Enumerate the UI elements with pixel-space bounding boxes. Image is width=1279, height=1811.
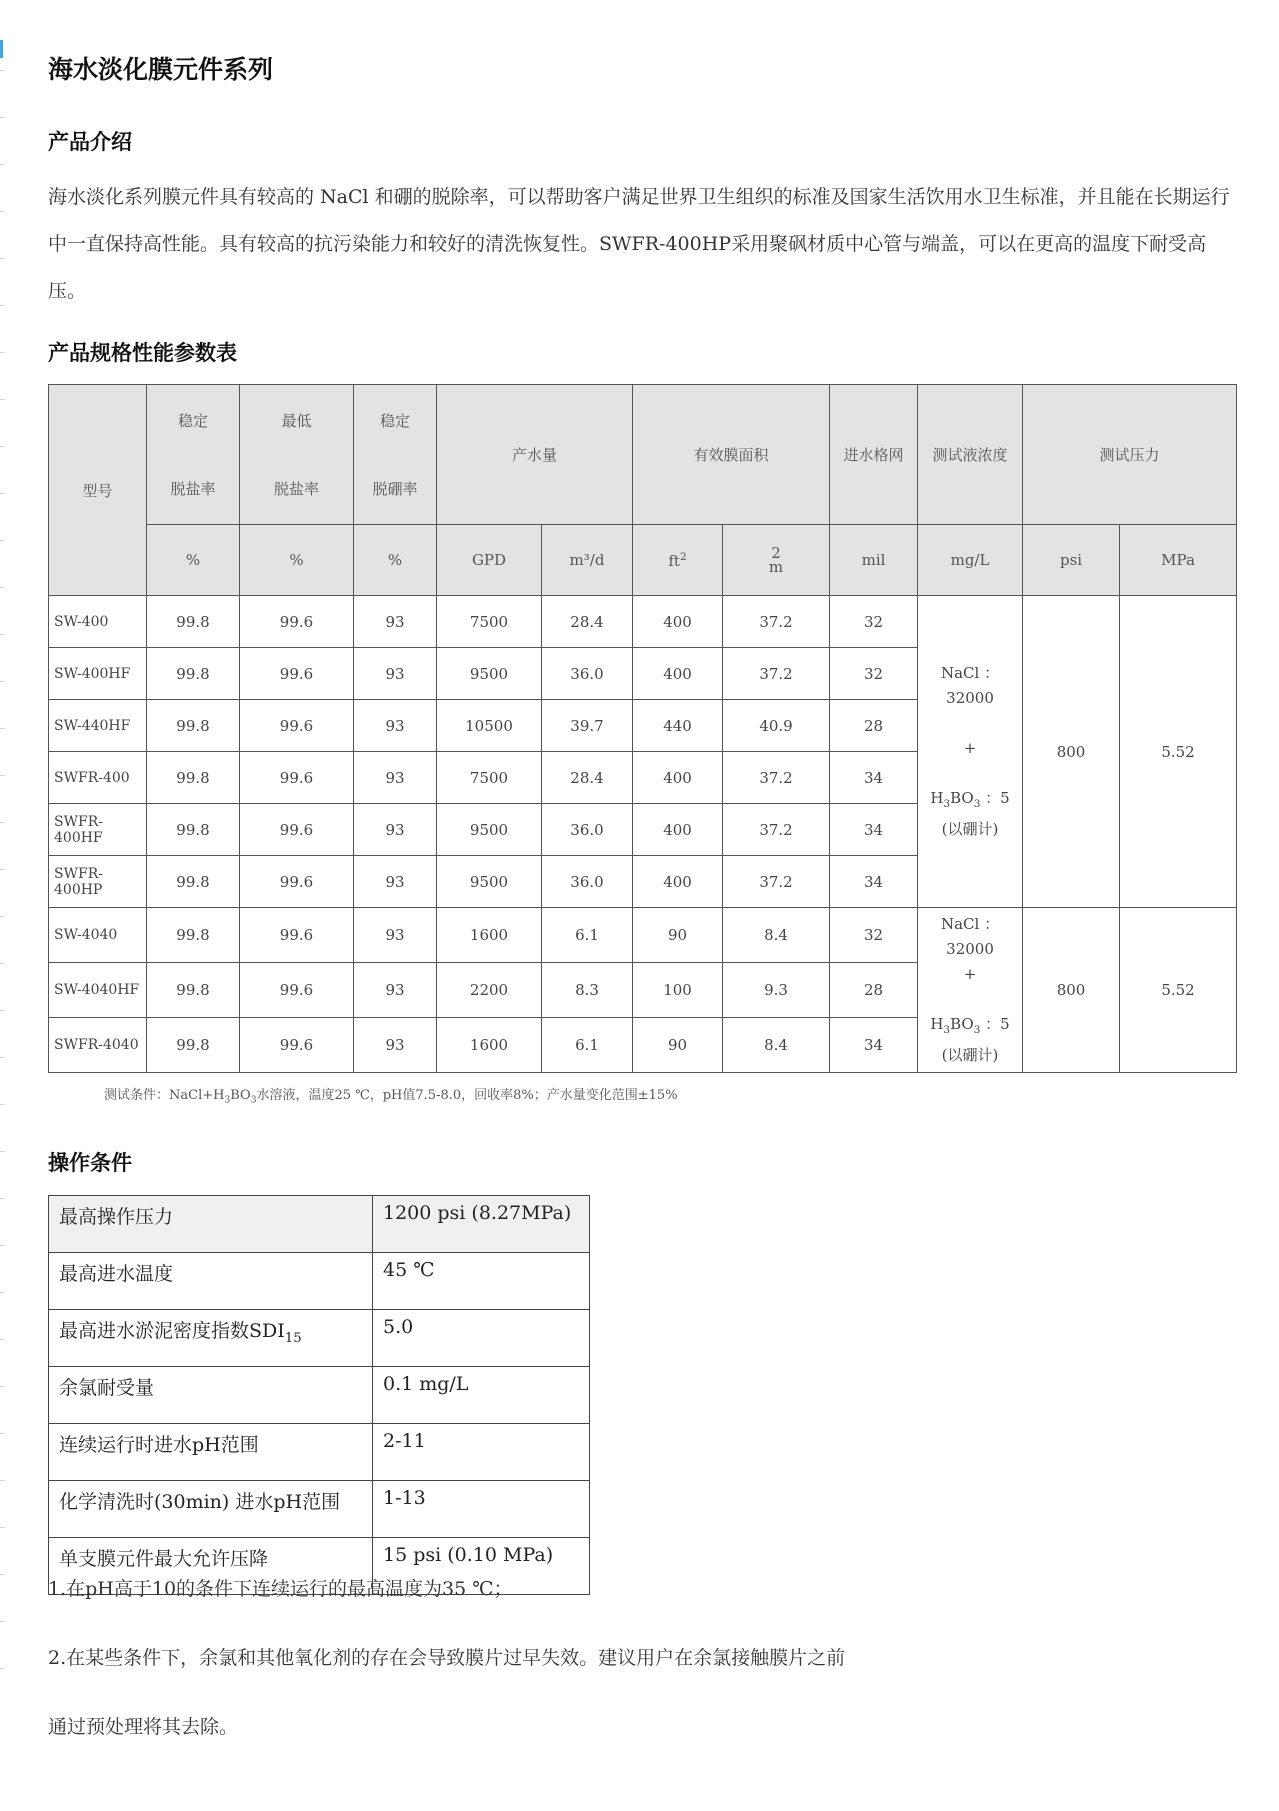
table-row (49, 1424, 590, 1481)
cell-salt: 99.8 (147, 963, 240, 1018)
header-stable-salt: 稳定 脱盐率 (147, 385, 240, 525)
header-conc: 测试液浓度 (918, 385, 1023, 525)
cell-m3d: 28.4 (542, 752, 633, 804)
cell-mil: 34 (830, 752, 918, 804)
cell-boron: 93 (354, 700, 437, 752)
intro-text: 海水淡化系列膜元件具有较高的 NaCl 和硼的脱除率，可以帮助客户满足世界卫生组织的标准及国家生活饮用水卫生标准，并且能在长期运行中一直保持高性能。具有较高的抗污染能力和较好的清洗恢复性。SWFR-400HP采用聚砜材质中心管与端盖，可以在更高的温度下耐受高压。 (48, 186, 1230, 302)
unit-mil: mil (830, 525, 918, 596)
cell-gpd: 10500 (437, 700, 542, 752)
cell-model: SW-440HF (49, 700, 147, 752)
cell-m2: 37.2 (723, 804, 830, 856)
cell-salt: 99.8 (147, 908, 240, 963)
unit-ft2: $ft^2$ (633, 525, 723, 596)
table-row (49, 1367, 590, 1424)
cell-salt: 99.8 (147, 1018, 240, 1073)
unit-psi: psi (1023, 525, 1120, 596)
cell-minsalt: 99.6 (240, 596, 354, 648)
note-2: 2.在某些条件下，余氯和其他氧化剂的存在会导致膜片过早失效。建议用户在余氯接触膜片之前 (48, 1647, 846, 1669)
cell-m2: 37.2 (723, 752, 830, 804)
table-row (49, 596, 1237, 648)
cell-salt: 99.8 (147, 596, 240, 648)
cell-minsalt: 99.6 (240, 908, 354, 963)
cell-mpa-group1: 5.52 (1120, 596, 1237, 908)
cell-salt: 99.8 (147, 752, 240, 804)
table-row (49, 908, 1237, 963)
cell-minsalt: 99.6 (240, 856, 354, 908)
cell-model: SWFR-400 (49, 752, 147, 804)
cell-model: SWFR-4040 (49, 1018, 147, 1073)
cell-m2: 37.2 (723, 648, 830, 700)
cell-salt: 99.8 (147, 856, 240, 908)
cell-salt: 99.8 (147, 700, 240, 752)
cell-model: SW-400 (49, 596, 147, 648)
cell-model: SWFR-400HP (49, 856, 147, 908)
table-row (49, 1196, 590, 1253)
cell-ft2: 100 (633, 963, 723, 1018)
cell-minsalt: 99.6 (240, 1018, 354, 1073)
cell-psi-group1: 800 (1023, 596, 1120, 908)
cell-gpd: 1600 (437, 1018, 542, 1073)
unit-salt: % (147, 525, 240, 596)
cell-ft2: 400 (633, 648, 723, 700)
table-row (49, 1253, 590, 1310)
cell-m2: 8.4 (723, 908, 830, 963)
cell-m2: 37.2 (723, 856, 830, 908)
ops-key: 单支膜元件最大允许压降 (49, 1538, 373, 1595)
cell-m3d: 36.0 (542, 856, 633, 908)
cell-mil: 34 (830, 804, 918, 856)
unit-m2: 2 m (723, 525, 830, 596)
cell-minsalt: 99.6 (240, 648, 354, 700)
cell-mil: 32 (830, 908, 918, 963)
cell-ft2: 90 (633, 1018, 723, 1073)
cell-gpd: 9500 (437, 804, 542, 856)
cell-model: SW-4040 (49, 908, 147, 963)
cell-mil: 28 (830, 963, 918, 1018)
cell-model: SWFR-400HF (49, 804, 147, 856)
note-1: 1.在pH高于10的条件下连续运行的最高温度为35 ℃； (48, 1578, 513, 1600)
cell-gpd: 9500 (437, 856, 542, 908)
cell-mil: 32 (830, 596, 918, 648)
cell-minsalt: 99.6 (240, 963, 354, 1018)
cell-salt: 99.8 (147, 804, 240, 856)
cell-ft2: 400 (633, 596, 723, 648)
header-min-salt: 最低 脱盐率 (240, 385, 354, 525)
cell-gpd: 7500 (437, 596, 542, 648)
cell-m3d: 6.1 (542, 1018, 633, 1073)
cell-boron: 93 (354, 752, 437, 804)
header-flow: 产水量 (437, 385, 633, 525)
test-conditions-note: 测试条件：$NaCl+H_3BO_3$水溶液，温度25 ℃，pH值7.5-8.0，回收率8%；产水量变化范围±15% (104, 1088, 678, 1106)
cell-conc-group2: NaCl ： 32000 + $H_3BO_3$ ：5 (以硼计) (918, 908, 1023, 1073)
cell-minsalt: 99.6 (240, 752, 354, 804)
cell-salt: 99.8 (147, 648, 240, 700)
cell-boron: 93 (354, 908, 437, 963)
header-area: 有效膜面积 (633, 385, 830, 525)
cell-m3d: 36.0 (542, 804, 633, 856)
cell-m2: 37.2 (723, 596, 830, 648)
cell-mil: 28 (830, 700, 918, 752)
cell-conc-group1: NaCl ： 32000 + $H_3BO_3$ ：5 (以硼计) (918, 596, 1023, 908)
header-stable-boron: 稳定 脱硼率 (354, 385, 437, 525)
cell-boron: 93 (354, 963, 437, 1018)
cell-ft2: 440 (633, 700, 723, 752)
cell-m3d: 39.7 (542, 700, 633, 752)
ops-value: 5.0 (373, 1310, 590, 1367)
ops-table (48, 1195, 590, 1595)
cell-gpd: 2200 (437, 963, 542, 1018)
cell-boron: 93 (354, 804, 437, 856)
unit-mgl: mg/L (918, 525, 1023, 596)
cell-gpd: 9500 (437, 648, 542, 700)
unit-boron: % (354, 525, 437, 596)
cell-m3d: 36.0 (542, 648, 633, 700)
ops-key: 连续运行时进水pH范围 (49, 1424, 373, 1481)
cell-boron: 93 (354, 856, 437, 908)
note-3: 通过预处理将其去除。 (48, 1716, 239, 1738)
cell-psi-group2: 800 (1023, 908, 1120, 1073)
cell-m3d: 28.4 (542, 596, 633, 648)
ops-heading: 操作条件 (48, 1151, 132, 1175)
ops-value: 0.1 mg/L (373, 1367, 590, 1424)
ops-value: 1200 psi (8.27MPa) (373, 1196, 590, 1253)
cell-model: SW-400HF (49, 648, 147, 700)
unit-gpd: GPD (437, 525, 542, 596)
unit-minsalt: % (240, 525, 354, 596)
page-title: 海水淡化膜元件系列 (48, 55, 274, 84)
cell-boron: 93 (354, 596, 437, 648)
cell-m2: 9.3 (723, 963, 830, 1018)
cell-mpa-group2: 5.52 (1120, 908, 1237, 1073)
table-row (49, 1481, 590, 1538)
cell-ft2: 400 (633, 856, 723, 908)
ops-value: 15 psi (0.10 MPa) (373, 1538, 590, 1595)
ops-key: 最高进水淤泥密度指数$SDI_{15}$ (49, 1310, 373, 1367)
cell-m2: 8.4 (723, 1018, 830, 1073)
header-spacer: 进水格网 (830, 385, 918, 525)
cell-ft2: 400 (633, 752, 723, 804)
ops-value: 2-11 (373, 1424, 590, 1481)
cell-boron: 93 (354, 648, 437, 700)
cell-m3d: 6.1 (542, 908, 633, 963)
cell-mil: 34 (830, 1018, 918, 1073)
cell-mil: 32 (830, 648, 918, 700)
ops-value: 1-13 (373, 1481, 590, 1538)
cell-gpd: 1600 (437, 908, 542, 963)
cell-minsalt: 99.6 (240, 804, 354, 856)
header-model: 型号 (49, 385, 147, 596)
unit-m3d: m³/d (542, 525, 633, 596)
ops-value: 45 ℃ (373, 1253, 590, 1310)
ops-key: 化学清洗时(30min) 进水pH范围 (49, 1481, 373, 1538)
intro-heading: 产品介绍 (48, 130, 132, 154)
page-edge-accent (0, 40, 3, 58)
table-row (49, 1310, 590, 1367)
header-pressure: 测试压力 (1023, 385, 1237, 525)
cell-mil: 34 (830, 856, 918, 908)
cell-gpd: 7500 (437, 752, 542, 804)
cell-ft2: 90 (633, 908, 723, 963)
ops-key: 余氯耐受量 (49, 1367, 373, 1424)
cell-m2: 40.9 (723, 700, 830, 752)
unit-mpa: MPa (1120, 525, 1237, 596)
cell-ft2: 400 (633, 804, 723, 856)
spec-heading: 产品规格性能参数表 (48, 341, 237, 365)
ops-key: 最高操作压力 (49, 1196, 373, 1253)
ops-key: 最高进水温度 (49, 1253, 373, 1310)
cell-model: SW-4040HF (49, 963, 147, 1018)
cell-m3d: 8.3 (542, 963, 633, 1018)
cell-minsalt: 99.6 (240, 700, 354, 752)
cell-boron: 93 (354, 1018, 437, 1073)
spec-table (48, 384, 1237, 1073)
page-edge-ticks (0, 70, 6, 1770)
